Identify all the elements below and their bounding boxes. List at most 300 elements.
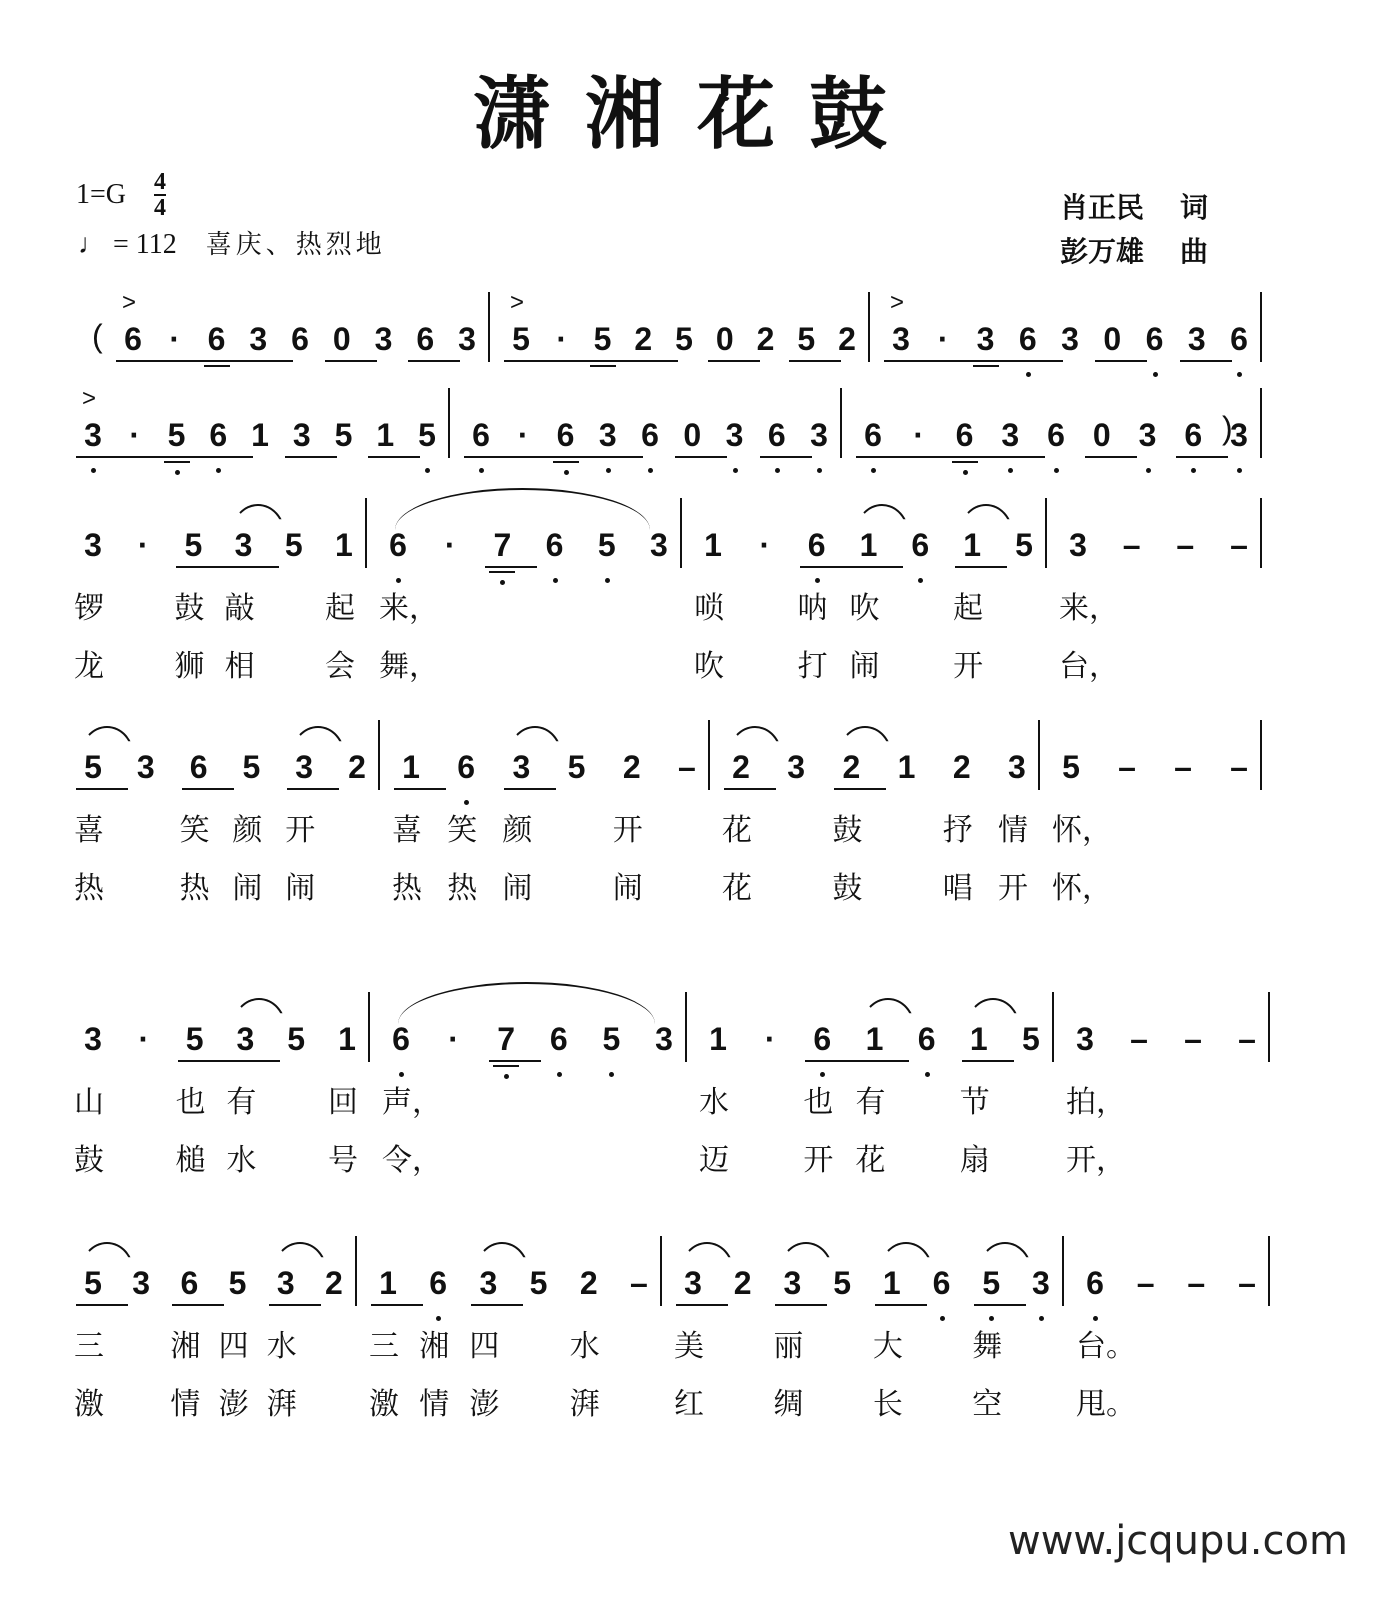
note-digit: 6 [429, 1265, 448, 1301]
note-digit: 6 [416, 321, 435, 357]
note [179, 749, 212, 906]
lyric: 起 [324, 591, 355, 626]
note-digit: 5 [567, 749, 586, 785]
low-octave-dot [609, 1072, 614, 1077]
note [730, 1266, 756, 1300]
note-digit: 2 [842, 749, 861, 785]
note-digit: 0 [683, 417, 702, 453]
note-digit: 6 [291, 321, 309, 357]
note [283, 1022, 309, 1056]
tie-arc [879, 1242, 933, 1272]
low-octave-dot [775, 468, 780, 473]
low-octave-dot [963, 470, 968, 475]
note [489, 528, 515, 562]
note [764, 418, 790, 452]
note-digit: 5 [1062, 749, 1080, 785]
note-digit: 5 [675, 321, 693, 357]
note-digit: – [1230, 527, 1248, 563]
underline [504, 788, 556, 790]
note [419, 1265, 451, 1422]
note [972, 1265, 1004, 1422]
note [245, 322, 271, 356]
note-digit: 5 [833, 1265, 851, 1301]
note-digit: 3 [132, 1265, 151, 1301]
note [441, 1022, 467, 1056]
underline [408, 360, 460, 362]
underline [952, 461, 978, 463]
note [174, 527, 206, 684]
note-digit: 6 [864, 417, 882, 453]
note-digit: 0 [1103, 321, 1122, 357]
lyric: 抒 [942, 813, 973, 848]
note-digit: 3 [1001, 417, 1020, 453]
low-octave-dot [553, 578, 558, 583]
lyric: 开 [803, 1143, 834, 1178]
note [131, 1022, 157, 1056]
note-digit: 6 [911, 527, 930, 563]
note [371, 322, 397, 356]
note-digit: 6 [457, 749, 476, 785]
underline [973, 365, 999, 367]
lyric: 开 [953, 649, 984, 684]
note-digit: 3 [1138, 417, 1157, 453]
note-digit: 6 [556, 417, 575, 453]
note [327, 1021, 360, 1178]
lyric: 甩。 [1076, 1387, 1136, 1422]
note [997, 418, 1023, 452]
key: 1=G [76, 179, 127, 210]
note-digit: 1 [402, 749, 420, 785]
measure [672, 1236, 1064, 1422]
low-octave-dot [504, 1074, 509, 1079]
note [1180, 418, 1206, 452]
underline [471, 1304, 523, 1306]
low-octave-dot [989, 1316, 994, 1321]
note [553, 418, 579, 452]
note-digit: – [1118, 749, 1136, 785]
note-digit: 6 [392, 1021, 410, 1057]
note [175, 1021, 208, 1178]
note [493, 1022, 519, 1056]
low-octave-dot [1039, 1316, 1044, 1321]
note [929, 1266, 955, 1300]
note-digit: 5 [184, 527, 203, 563]
note-digit: 5 [602, 1021, 621, 1057]
lyric: 也 [175, 1085, 206, 1120]
note-digit: 3 [725, 417, 744, 453]
lyric: 节 [959, 1085, 990, 1120]
note [414, 418, 440, 452]
note [542, 528, 568, 562]
underline [775, 1304, 827, 1306]
note [329, 322, 355, 356]
note-digit: – [1122, 527, 1141, 563]
note-digit: 5 [334, 417, 353, 453]
note-digit: 5 [185, 1021, 204, 1057]
underline [857, 1060, 909, 1062]
note-digit: – [1174, 749, 1192, 785]
note-digit: 6 [767, 417, 786, 453]
note [344, 750, 370, 784]
tie-arc [728, 726, 782, 756]
note-digit: 5 [512, 321, 530, 357]
lyric: 鼓 [832, 871, 863, 906]
note-digit: 6 [641, 417, 659, 453]
lyric: 吹 [849, 591, 880, 626]
note-digit: – [1230, 749, 1248, 785]
underline [851, 566, 903, 568]
time-signature: $\frac{4}{4}$ [154, 169, 167, 221]
note-digit: 6 [1018, 321, 1037, 357]
note [372, 418, 398, 452]
note [1133, 1266, 1159, 1300]
underline [724, 788, 776, 790]
lyric: 回 [327, 1085, 358, 1120]
note [1114, 750, 1140, 784]
lyric: 热 [392, 871, 422, 906]
note [894, 750, 920, 784]
note [1184, 322, 1210, 356]
note-digit: 1 [335, 527, 353, 563]
lyric: 水 [266, 1329, 297, 1364]
note [712, 322, 738, 356]
note [797, 527, 830, 684]
note-digit: · [448, 1021, 459, 1057]
note [930, 322, 956, 356]
note-digit: 3 [783, 1265, 802, 1301]
lyric: 鼓 [74, 1143, 104, 1178]
note-digit: 2 [348, 749, 366, 785]
note-digit: – [1238, 1265, 1256, 1301]
note-digit: · [138, 1021, 150, 1057]
low-octave-dot [1237, 372, 1242, 377]
note-digit: 2 [838, 321, 856, 357]
lyric: 笑 [447, 813, 478, 848]
note-digit: 3 [1230, 417, 1248, 453]
note [281, 528, 307, 562]
note-digit: 2 [325, 1265, 343, 1301]
lyric: 空 [972, 1387, 1003, 1422]
underline [201, 456, 253, 458]
note [1135, 418, 1161, 452]
quarter-note-icon: ♩ [78, 229, 106, 260]
note-digit: 3 [84, 1021, 102, 1057]
note-digit: 7 [493, 527, 512, 563]
note [914, 1022, 940, 1056]
composer-credit: 彭万雄 曲 [1060, 235, 1209, 268]
low-octave-dot [500, 580, 505, 585]
note-digit: · [137, 527, 149, 563]
lyric: 大 [872, 1329, 903, 1364]
lyric: 也 [803, 1085, 834, 1120]
note-digit: 6 [549, 1021, 568, 1057]
note-digit: 3 [295, 749, 314, 785]
note-digit: 5 [529, 1265, 548, 1301]
note-digit: 2 [634, 321, 653, 357]
note [855, 1021, 887, 1178]
note [469, 1265, 501, 1422]
note-digit: 7 [497, 1021, 516, 1057]
underline [371, 1304, 423, 1306]
accent-mark: > [82, 385, 97, 412]
note-digit: 6 [1086, 1265, 1104, 1301]
tempo-marking [78, 224, 386, 261]
measure [72, 992, 370, 1178]
note-digit: 2 [622, 749, 641, 785]
note-digit: 6 [955, 417, 974, 453]
note-digit: 1 [882, 1265, 901, 1301]
note-digit: 5 [228, 1265, 247, 1301]
measure [500, 289, 870, 362]
lyric: 澎 [469, 1387, 500, 1422]
note [130, 528, 156, 562]
underline [394, 788, 446, 790]
note-digit: – [1184, 1021, 1202, 1057]
note [806, 418, 832, 452]
measure [72, 385, 450, 458]
note-digit: 3 [136, 749, 155, 785]
lyric: 热 [447, 871, 478, 906]
measure [72, 720, 380, 906]
note-digit: 3 [479, 1265, 498, 1301]
low-octave-dot [733, 468, 738, 473]
note [1180, 1022, 1206, 1056]
tie-arc [838, 726, 892, 756]
low-octave-dot [648, 468, 653, 473]
note-digit: 6 [207, 321, 226, 357]
tie-arc [861, 998, 915, 1028]
note [164, 418, 190, 452]
lyric: 绸 [773, 1387, 804, 1422]
note [973, 322, 999, 356]
lyric: 水 [699, 1085, 729, 1120]
note-digit: 5 [1022, 1021, 1040, 1057]
note-digit: 1 [704, 527, 722, 563]
lyric: 锣 [74, 591, 104, 626]
note-digit: 3 [1061, 321, 1079, 357]
note-digit: 3 [598, 417, 617, 453]
note [722, 418, 748, 452]
note [1066, 1021, 1126, 1178]
underline [591, 456, 643, 458]
tie-arc [508, 726, 562, 756]
note-digit: 1 [379, 1265, 397, 1301]
note [526, 1266, 552, 1300]
note-digit: 3 [84, 417, 102, 453]
note [679, 418, 705, 452]
tie-arc [80, 1242, 134, 1272]
underline [760, 456, 812, 458]
tie-arc [273, 1242, 327, 1272]
accent-mark: > [890, 289, 905, 316]
note [832, 749, 864, 906]
tie-arc [680, 1242, 734, 1272]
note-digit: · [444, 527, 456, 563]
note-digit: 6 [1230, 321, 1248, 357]
lyric: 热 [74, 871, 104, 906]
note-digit: 0 [1092, 417, 1111, 453]
note [224, 527, 257, 684]
note [1170, 750, 1196, 784]
note [120, 289, 146, 357]
underline [789, 360, 841, 362]
lyric: 湘 [419, 1329, 450, 1364]
note-digit: 6 [1145, 321, 1164, 357]
lyric: 水 [569, 1329, 600, 1364]
low-octave-dot [399, 1072, 404, 1077]
note-digit: 5 [167, 417, 186, 453]
low-octave-dot [425, 468, 430, 473]
note [722, 749, 754, 906]
note [598, 1022, 624, 1056]
lyric: 喜 [74, 813, 104, 848]
underline [285, 456, 337, 458]
lyric: 敲 [224, 591, 255, 626]
low-octave-dot [1191, 468, 1196, 473]
note-digit: 3 [684, 1265, 702, 1301]
note [1059, 527, 1119, 684]
lyric: 台， [1059, 649, 1119, 684]
underline [1011, 360, 1063, 362]
lyric: 拍， [1066, 1085, 1126, 1120]
underline [325, 360, 377, 362]
measure [72, 1236, 357, 1422]
note [612, 749, 645, 906]
note-digit: · [169, 321, 181, 357]
note [74, 527, 106, 684]
note-digit: 1 [897, 749, 916, 785]
note-digit: 3 [892, 321, 910, 357]
lyric: 唱 [942, 871, 973, 906]
note-digit: 3 [1008, 749, 1026, 785]
lyric: 有 [855, 1085, 886, 1120]
underline [489, 571, 515, 573]
lyric: 龙 [74, 649, 104, 684]
note-digit: 6 [917, 1021, 936, 1057]
note [369, 1265, 401, 1422]
underline [485, 566, 537, 568]
note [694, 527, 726, 684]
lyric: 鼓 [832, 813, 863, 848]
note [546, 1022, 572, 1056]
lyric: 笑 [179, 813, 210, 848]
measure [367, 1236, 662, 1422]
underline [1095, 360, 1147, 362]
note-digit: 5 [287, 1021, 306, 1057]
note [906, 418, 932, 452]
note [860, 418, 886, 452]
low-octave-dot [175, 470, 180, 475]
lyric: 情 [419, 1387, 450, 1422]
note-digit: · [129, 417, 141, 453]
low-octave-dot [1026, 372, 1031, 377]
low-octave-dot [605, 578, 610, 583]
lyric: 唢 [694, 591, 724, 626]
note [834, 322, 860, 356]
lyric: 四 [218, 1329, 249, 1364]
note-digit: 3 [787, 749, 806, 785]
tie-arc [475, 1242, 529, 1272]
measure [880, 289, 1262, 362]
low-octave-dot [606, 468, 611, 473]
low-octave-dot [436, 1316, 441, 1321]
underline [708, 360, 760, 362]
note [1089, 418, 1115, 452]
note [412, 322, 438, 356]
tempo-value: = 112 [113, 229, 177, 260]
lyric: 花 [855, 1143, 886, 1178]
note [1226, 322, 1252, 356]
lyric: 令， [382, 1143, 442, 1178]
note-digit: · [764, 1021, 776, 1057]
lyric: 来， [379, 591, 439, 626]
underline [805, 1060, 857, 1062]
measure [697, 992, 1054, 1178]
note [1057, 322, 1083, 356]
note [1043, 418, 1069, 452]
underline [875, 1304, 927, 1306]
low-octave-dot [820, 1072, 825, 1077]
lyric: 湘 [170, 1329, 201, 1364]
note-digit: 1 [251, 417, 269, 453]
underline [962, 1060, 1014, 1062]
low-octave-dot [918, 578, 923, 583]
note [324, 527, 357, 684]
lyric: 激 [369, 1387, 399, 1422]
note [508, 289, 534, 357]
underline [172, 1304, 224, 1306]
tie-arc [80, 726, 134, 756]
note-digit: 3 [512, 749, 531, 785]
tie-arc [291, 726, 345, 756]
note [232, 749, 264, 906]
underline [590, 365, 616, 367]
note [1183, 1266, 1209, 1300]
measure [1074, 1236, 1270, 1422]
note [74, 749, 106, 906]
note [699, 1021, 731, 1178]
note [437, 528, 463, 562]
score-system [0, 1021, 1394, 1178]
lyric: 闹 [232, 871, 263, 906]
underline [1085, 456, 1137, 458]
note-digit: 3 [276, 1265, 295, 1301]
note [331, 418, 357, 452]
slur [398, 982, 655, 1024]
note [285, 749, 317, 906]
note [502, 749, 534, 906]
note [651, 1022, 677, 1056]
lyric: 扇 [959, 1143, 990, 1178]
underline [834, 788, 886, 790]
note [753, 322, 779, 356]
measure [390, 720, 710, 906]
note [793, 322, 819, 356]
note-digit: 2 [732, 749, 750, 785]
note-digit: 3 [810, 417, 828, 453]
low-octave-dot [396, 578, 401, 583]
lyric: 水 [226, 1143, 257, 1178]
underline [553, 461, 579, 463]
lyric: 号 [327, 1143, 358, 1178]
note-digit: 5 [1015, 527, 1033, 563]
lyric: 红 [674, 1387, 704, 1422]
note-digit: 0 [332, 321, 351, 357]
note [454, 322, 480, 356]
low-octave-dot [1093, 1316, 1098, 1321]
lyric: 舞 [972, 1329, 1003, 1364]
note [392, 749, 424, 906]
